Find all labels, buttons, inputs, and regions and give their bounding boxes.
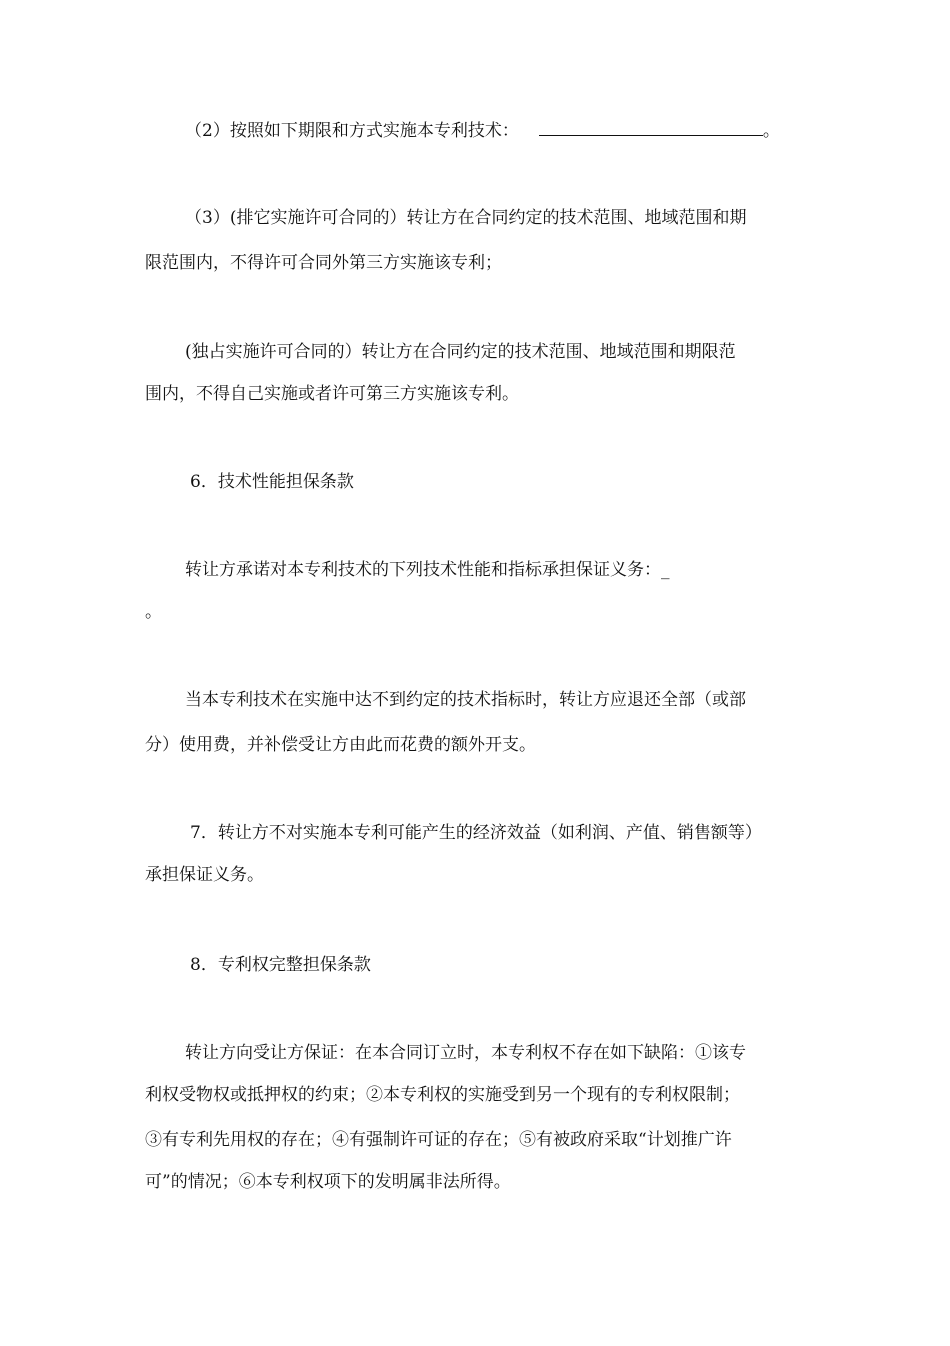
refund-line-2: 分）使用费，并补偿受让方由此而花费的额外开支。 (145, 735, 536, 755)
section-heading-8: 8．专利权完整担保条款 (190, 955, 371, 975)
fill-in-blank (539, 117, 763, 136)
paragraph-item-2 (185, 117, 780, 143)
item-7-line-2: 承担保证义务。 (145, 865, 264, 885)
exclusive-line-2: 围内，不得自己实施或者许可第三方实施该专利。 (145, 384, 519, 404)
item-3-line-2: 限范围内，不得许可合同外第三方实施该专利； (145, 253, 502, 273)
warranty-line-2: 。 (145, 602, 162, 622)
guarantee-line-3: ③有专利先用权的存在；④有强制许可证的存在；⑤有被政府采取“计划推广许 (145, 1130, 732, 1150)
section-heading-6: 6．技术性能担保条款 (190, 472, 354, 492)
guarantee-line-4: 可”的情况；⑥本专利权项下的发明属非法所得。 (145, 1172, 511, 1192)
exclusive-line-1: (独占实施许可合同的）转让方在合同约定的技术范围、地域范围和期限范 (185, 342, 736, 362)
item-2-end: 。 (762, 121, 780, 141)
item-3-line-1: （3）(排它实施许可合同的）转让方在合同约定的技术范围、地域范围和期 (185, 208, 747, 228)
item-2-text: （2）按照如下期限和方式实施本专利技术： (185, 121, 519, 141)
item-7-line-1: 7．转让方不对实施本专利可能产生的经济效益（如利润、产值、销售额等） (190, 823, 762, 843)
warranty-line-1: 转让方承诺对本专利技术的下列技术性能和指标承担保证义务：_ (185, 560, 670, 580)
guarantee-line-2: 利权受物权或抵押权的约束；②本专利权的实施受到另一个现有的专利权限制； (145, 1085, 740, 1105)
refund-line-1: 当本专利技术在实施中达不到约定的技术指标时，转让方应退还全部（或部 (185, 690, 746, 710)
guarantee-line-1: 转让方向受让方保证：在本合同订立时，本专利权不存在如下缺陷：①该专 (185, 1043, 746, 1063)
